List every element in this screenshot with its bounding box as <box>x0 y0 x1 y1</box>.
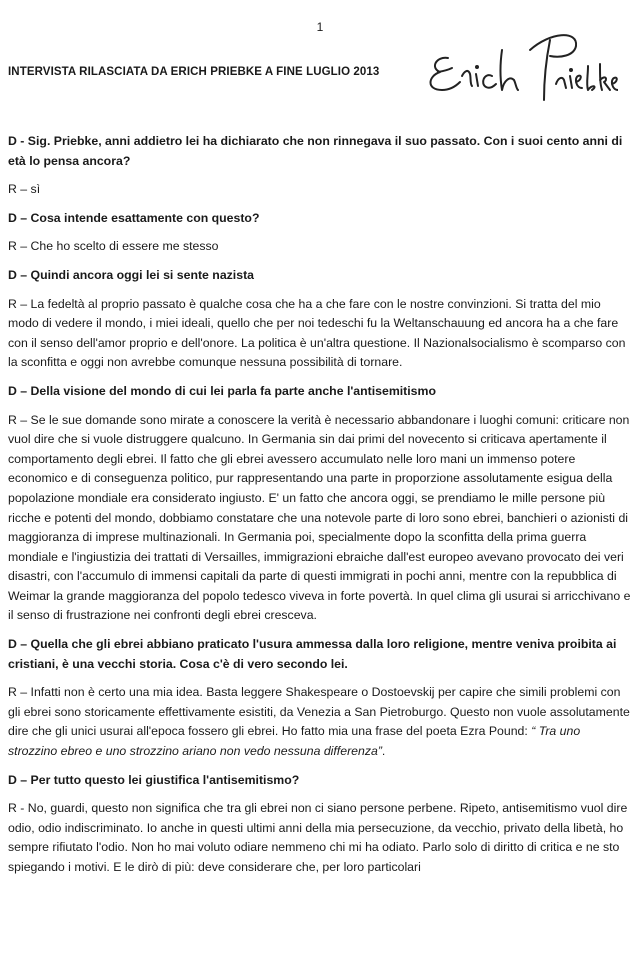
question: D – Per tutto questo lei giustifica l'antisemitismo? <box>8 772 300 787</box>
question: D – Quella che gli ebrei abbiano praticato l'usura ammessa dalla loro religione, mentre veniva proibita ai cristiani, è una vecchi storia. Cosa c'è di vero secondo lei. <box>8 637 617 671</box>
pound-quote: “ Tra uno strozzino ebreo e uno strozzino ariano non vedo nessuna differenza” <box>8 724 581 759</box>
handwritten-signature <box>418 6 618 106</box>
page-number: 1 <box>316 20 324 34</box>
answer: R – sì <box>8 182 41 197</box>
question: D - Sig. Priebke, anni addietro lei ha dichiarato che non rinnegava il suo passato. Con i suoi cento anni di età lo pensa ancora? <box>8 134 623 168</box>
interview-body <box>8 132 632 887</box>
document-title: INTERVISTA RILASCIATA DA ERICH PRIEBKE A FINE LUGLIO 2013 <box>8 66 380 78</box>
answer: R – La fedeltà al proprio passato è qualche cosa che ha a che fare con le nostre convinzioni. Si tratta del mio modo di vedere il mondo, i miei ideali, quello che per noi tedeschi fu la Weltanschauung ed ancora ha a che fare con il senso dell'amor proprio e dell'onore. La politica è un'altra questione. Il Nazionalsocialismo è scomparso con la sconfitta e oggi non avrebbe comunque nessuna possibilità di tornare. <box>8 296 626 370</box>
answer: R - No, guardi, questo non significa che tra gli ebrei non ci siano persone perbene. Ripeto, antisemitismo vuol dire odio, odio indiscriminato. Io anche in questi ultimi anni della mia persecuzione, da vecchio, privato della libetà, ho sempre rifiutato l'odio. Non ho mai voluto odiare nemmeno chi mi ha odiato. Parlo solo di diritto di critica e ne sto spiegando i motivi. E le dirò di più: deve considerare che, per loro particolari <box>8 801 628 874</box>
answer-text: R – Infatti non è certo una mia idea. Basta leggere Shakespeare o Dostoevskij per capire che simili problemi con gli ebrei sono storicamente effettivamente esistiti, da Venezia a San Pietroburgo. Questo non vuole assolutamente dire che gli unici usurai all'epoca fossero gli ebrei. Ho fatto mia una frase del poeta Ezra Pound: <box>8 685 630 739</box>
question: D – Della visione del mondo di cui lei parla fa parte anche l'antisemitismo <box>8 383 436 398</box>
answer-end: . <box>381 744 386 759</box>
answer <box>8 683 632 761</box>
answer: R – Che ho scelto di essere me stesso <box>8 239 219 254</box>
answer: R – Se le sue domande sono mirate a conoscere la verità è necessario abbandonare i luoghi comuni: criticare non vuol dire che si vuole distruggere qualcuno. In Germania sin dai primi del novecento si criticava apertamente il comportamento degli ebrei. Il fatto che gli ebrei avessero accumulato nelle loro mani un immenso potere economico e di conseguenza politico, pur rappresentando una parte in proporzione assolutamente esigua della popolazione mondiale era considerato ingiusto. E' un fatto che ancora oggi, se prendiamo le mille persone più ricche e potenti del mondo, dobbiamo constatare che una notevole parte di loro sono ebrei, banchieri o azionisti di maggioranza di imprese multinazionali. In Germania poi, specialmente dopo la sconfitta della prima guerra mondiale e l'ingiustizia dei trattati di Versailles, immigrazioni ebraiche dall'est europeo avevano provocato dei veri disastri, con l'accumulo di immensi capitali da parte di questi immigrati in pochi anni, mentre con la repubblica di Weimar la grande maggioranza del popolo tedesco viveva in forte povertà. In quel clima gli usurai si arricchivano e il senso di frustrazione nei confronti degli ebrei cresceva. <box>8 412 631 623</box>
question: D – Quindi ancora oggi lei si sente nazista <box>8 267 254 282</box>
question: D – Cosa intende esattamente con questo? <box>8 210 260 225</box>
